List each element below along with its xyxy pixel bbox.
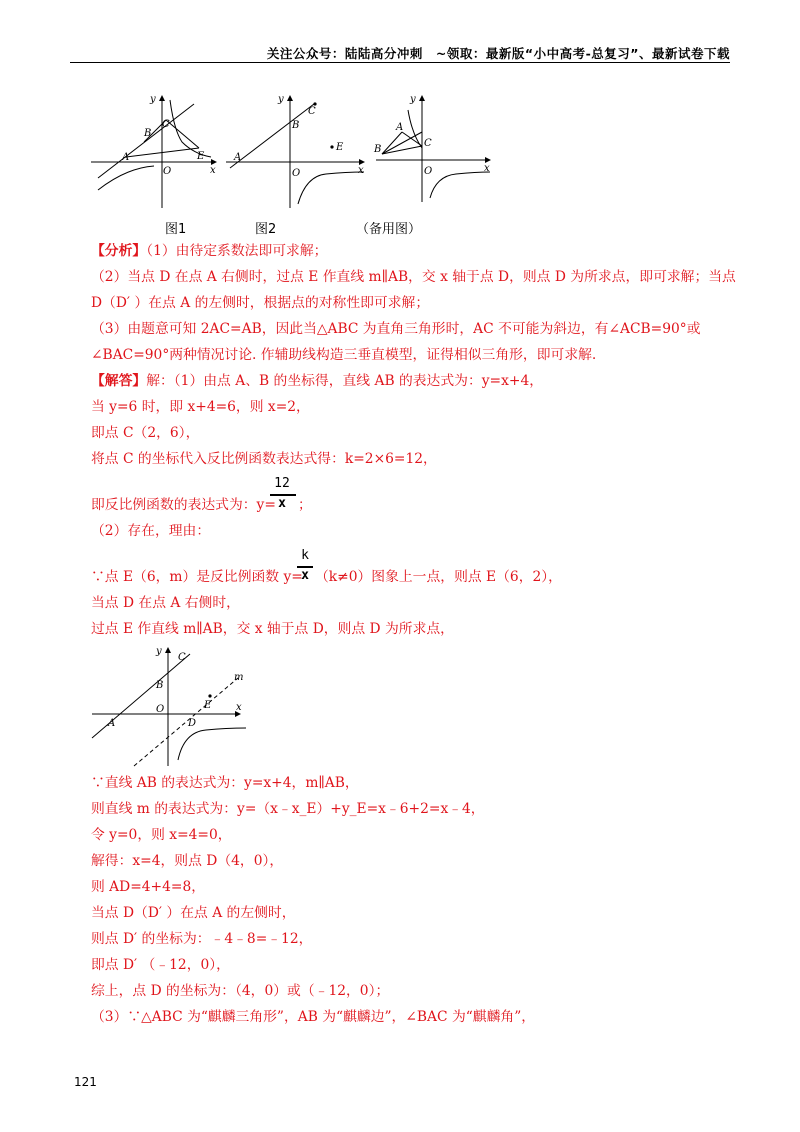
fig1-b-label: B [144, 128, 152, 139]
fig2-x-label: x [358, 165, 364, 176]
solution-7-pre: ∵点 E（6，m）是反比例函数 y= [91, 569, 303, 585]
solution-line-5 [91, 496, 276, 514]
figures-row [86, 90, 506, 220]
solution-line-2: 当 y=6 时，即 x+4=6，则 x=2， [91, 399, 310, 415]
fig2-b-label: B [292, 120, 300, 131]
fig4-e-label: E [204, 700, 212, 711]
fig4-c-label: C [178, 652, 186, 663]
fig3-x-label: x [484, 163, 490, 174]
analysis-line-5: ∠BAC=90°两种情况讨论. 作辅助线构造三垂直模型，证得相似三角形，即可求解. [91, 347, 597, 363]
page-header [70, 38, 730, 63]
fraction-12-denominator: x [278, 496, 286, 511]
fig4-x-label: x [236, 702, 242, 713]
solution-line-9: 过点 E 作直线 m∥AB，交 x 轴于点 D，则点 D 为所求点， [91, 621, 454, 637]
fig1-y-label: y [150, 94, 156, 105]
fig4-m-label: m [234, 672, 244, 683]
solution-line-3: 即点 C（2，6）， [91, 425, 200, 441]
figure-1 [91, 94, 216, 208]
fig2-a-label: A [234, 152, 242, 163]
analysis-line-3: D（D′ ）在点 A 的左侧时，根据点的对称性即可求解； [91, 295, 430, 311]
solution-tag: 【解答】 [91, 373, 147, 389]
fig2-y-label: y [278, 94, 284, 105]
fig2-c-label: C [308, 106, 316, 117]
solution-7-post: （k≠0）图象上一点，则点 E（6，2）， [315, 569, 562, 585]
solution-line-15: 当点 D（D′ ）在点 A 的左侧时， [91, 905, 296, 921]
fig2-e-label: E [336, 142, 344, 153]
fig4-d-label: D [188, 718, 197, 729]
page-number: 121 [74, 1075, 97, 1089]
fig1-x-label: x [210, 165, 216, 176]
fig3-b-label: B [374, 144, 382, 155]
analysis-text-1: （1）由待定系数法即可求解； [146, 243, 328, 259]
fig2-o-label: O [292, 168, 301, 179]
fig1-c-label: C [162, 119, 170, 130]
header-text: 关注公众号：陆陆高分冲刺 ~领取：最新版“小中高考-总复习”、最新试卷下载 [266, 46, 730, 61]
solution-line-4: 将点 C 的坐标代入反比例函数表达式得：k=2×6=12， [91, 451, 437, 467]
solution-5-post: ； [298, 497, 312, 513]
solution-line-8: 当点 D 在点 A 右侧时， [91, 595, 240, 611]
fig3-o-label: O [424, 166, 433, 177]
fig4-b-label: B [156, 680, 164, 691]
fraction-k-numerator: k [301, 548, 309, 563]
fig1-a-label: A [122, 152, 130, 163]
solution-line-11: 则直线 m 的表达式为：y=（x﹣x_E）+y_E=x﹣6+2=x﹣4， [91, 801, 485, 817]
solution-line-13: 解得：x=4，则点 D（4，0）， [91, 853, 284, 869]
figure-2 [226, 94, 364, 208]
fig4-a-label: A [108, 718, 116, 729]
fig4-o-label: O [156, 704, 165, 715]
solution-line-16: 则点 D′ 的坐标为：﹣4﹣8=﹣12， [91, 931, 313, 947]
solution-line-19: （3）∵△ABC 为“麒麟三角形”，AB 为“麒麟边”，∠BAC 为“麒麟角”， [91, 1009, 536, 1025]
analysis-tag: 【分析】 [91, 243, 147, 259]
solution-5-pre: 即反比例函数的表达式为：y= [91, 497, 276, 513]
fig3-c-label: C [424, 138, 432, 149]
solution-line-7 [91, 568, 303, 586]
figure-solution-2 [90, 644, 260, 768]
solution-line-1 [91, 372, 543, 390]
fig1-e-label: E [197, 151, 205, 162]
figure-backup-caption: （备用图） [356, 222, 422, 237]
fig3-y-label: y [410, 94, 416, 105]
fig3-a-label: A [396, 122, 404, 133]
solution-line-6: （2）存在，理由： [91, 523, 211, 539]
figure-2-caption: 图2 [255, 222, 277, 237]
solution-line-12: 令 y=0，则 x=4=0， [91, 827, 232, 843]
fig4-y-label: y [156, 646, 162, 657]
solution-text-1: 解：（1）由点 A、B 的坐标得，直线 AB 的表达式为：y=x+4， [146, 373, 544, 389]
solution-line-14: 则 AD=4+4=8， [91, 879, 206, 895]
analysis-line-4: （3）由题意可知 2AC=AB，因此当△ABC 为直角三角形时，AC 不可能为斜边，有∠ACB=90°或 [91, 321, 701, 337]
analysis-line-2: （2）当点 D 在点 A 右侧时，过点 E 作直线 m∥AB，交 x 轴于点 D，则点 D 为所求点，即可求解；当点 [91, 269, 736, 285]
analysis-line-1 [91, 242, 327, 260]
figure-1-caption: 图1 [165, 222, 187, 237]
fig1-o-label: O [163, 166, 172, 177]
fraction-k-denominator: x [301, 568, 309, 583]
solution-line-18: 综上，点 D 的坐标为：（4，0）或（﹣12，0）； [91, 983, 390, 999]
solution-line-17: 即点 D′ （﹣12，0）， [91, 957, 230, 973]
figure-backup [373, 94, 490, 202]
fraction-12-numerator: 12 [274, 476, 290, 491]
solution-line-10: ∵直线 AB 的表达式为：y=x+4，m∥AB， [91, 775, 359, 791]
